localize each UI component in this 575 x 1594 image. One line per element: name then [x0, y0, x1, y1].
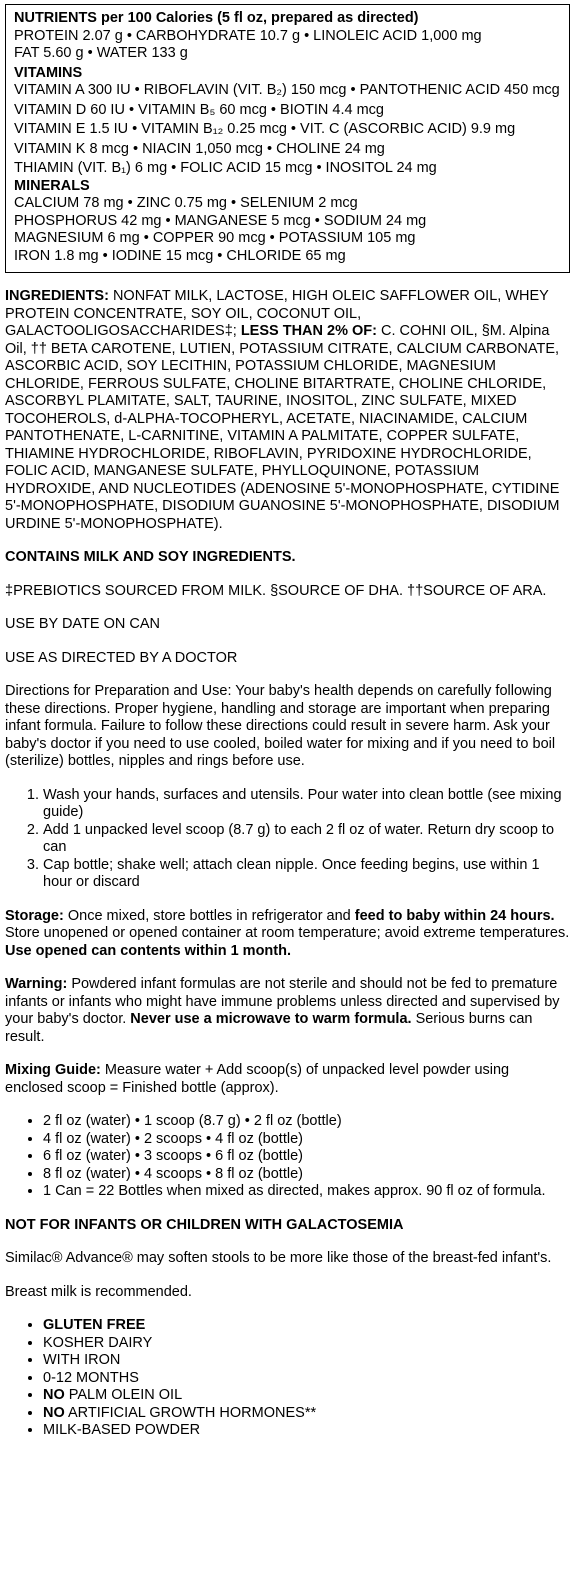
- directions-intro: Directions for Preparation and Use: Your baby's health depends on carefully following these directions. Proper hygiene, handling and storage are important when preparing infant formula. Failure to follow these directions could result in severe harm. Ask your baby's doctor if you need to use cooled, boiled water for mixing and if you need to boil (sterilize) bottles, nipples and rings before use.: [5, 683, 556, 769]
- mixing-guide-text: Measure water + Add scoop(s) of unpacked level powder using enclosed scoop = Finished bottle (approx).: [5, 1062, 510, 1096]
- use-as-directed-note: USE AS DIRECTED BY A DOCTOR: [5, 649, 238, 666]
- feature-item: [43, 1405, 570, 1423]
- ingredients-paragraph: [5, 288, 570, 533]
- warning-label: Warning:: [5, 976, 68, 992]
- storage-text: Once mixed, store bottles in refrigerator and: [63, 907, 355, 924]
- mixing-guide-item: • 6 fl oz (water) • 3 scoops • 6 fl oz (bottle): [43, 1148, 570, 1166]
- minerals-line: IRON 1.8 mg • IODINE 15 mcg • CHLORIDE 65 mg: [14, 247, 346, 264]
- mixing-guide-label: Mixing Guide:: [5, 1062, 101, 1078]
- nutrients-general-line: PROTEIN 2.07 g • CARBOHYDRATE 10.7 g • LINOLEIC ACID 1,000 mg: [14, 27, 482, 44]
- minerals-line: PHOSPHORUS 42 mg • MANGANESE 5 mcg • SODIUM 24 mg: [14, 212, 427, 229]
- feature-item: • WITH IRON: [43, 1352, 570, 1370]
- mixing-guide-item: • 2 fl oz (water) • 1 scoop (8.7 g) • 2 fl oz (bottle): [43, 1113, 570, 1131]
- feature-emphasis: NO: [43, 1387, 65, 1403]
- nutrients-heading: NUTRIENTS per 100 Calories (5 fl oz, prepared as directed): [14, 10, 419, 26]
- storage-emphasis: Use opened can contents within 1 month.: [5, 942, 291, 959]
- feature-text: ARTIFICIAL GROWTH HORMONES**: [64, 1404, 317, 1421]
- use-by-note: USE BY DATE ON CAN: [5, 616, 160, 632]
- feature-text: PALM OLEIN OIL: [64, 1387, 183, 1403]
- sources-note: ‡PREBIOTICS SOURCED FROM MILK. §SOURCE OF DHA. ††SOURCE OF ARA.: [5, 582, 547, 599]
- feature-item: • MILK-BASED POWDER: [43, 1422, 570, 1440]
- vitamins-line: VITAMIN D 60 IU • VITAMIN B₅ 60 mcg • BIOTIN 4.4 mcg: [14, 101, 384, 118]
- features-list: [5, 1317, 570, 1440]
- direction-step: 1. Wash your hands, surfaces and utensils. Pour water into clean bottle (see mixing guide): [43, 787, 570, 822]
- feature-item: • 0-12 MONTHS: [43, 1370, 570, 1388]
- mixing-guide-item: • 4 fl oz (water) • 2 scoops • 4 fl oz (bottle): [43, 1131, 570, 1149]
- vitamins-heading: VITAMINS: [14, 64, 83, 81]
- feature-emphasis: NO: [43, 1404, 65, 1421]
- galactosemia-warning: NOT FOR INFANTS OR CHILDREN WITH GALACTOSEMIA: [5, 1216, 404, 1233]
- minerals-heading: MINERALS: [14, 177, 90, 194]
- ingredients-text: NONFAT MILK, LACTOSE, HIGH OLEIC SAFFLOWER OIL, WHEY PROTEIN CONCENTRATE, SOY OIL, COCONUT OIL, GALACTOOLIGOSACCHARIDES‡;: [5, 288, 549, 339]
- mixing-guide-list: [5, 1113, 570, 1201]
- warning-emphasis: Never use a microwave to warm formula.: [130, 1011, 412, 1027]
- less-than-label: LESS THAN 2% OF:: [240, 323, 377, 339]
- ingredients-label: INGREDIENTS:: [5, 288, 109, 304]
- directions-steps: [5, 787, 570, 892]
- warning-text: Serious burns can result.: [5, 1011, 533, 1045]
- storage-text: Store unopened or opened container at room temperature; avoid extreme temperatures.: [5, 925, 570, 941]
- storage-label: Storage:: [5, 907, 64, 924]
- feature-item: [43, 1387, 570, 1405]
- feature-item: • KOSHER DAIRY: [43, 1335, 570, 1353]
- vitamins-line: VITAMIN K 8 mcg • NIACIN 1,050 mcg • CHOLINE 24 mg: [14, 140, 385, 157]
- nutrients-general-line: FAT 5.60 g • WATER 133 g: [14, 45, 188, 61]
- allergen-statement: CONTAINS MILK AND SOY INGREDIENTS.: [5, 549, 296, 565]
- storage-paragraph: [5, 908, 570, 961]
- warning-paragraph: [5, 976, 570, 1046]
- storage-emphasis: feed to baby within 24 hours.: [354, 907, 555, 924]
- mixing-guide-paragraph: [5, 1062, 570, 1097]
- minerals-line: MAGNESIUM 6 mg • COPPER 90 mcg • POTASSIUM 105 mg: [14, 230, 416, 246]
- vitamins-line: VITAMIN A 300 IU • RIBOFLAVIN (VIT. B₂) 150 mcg • PANTOTHENIC ACID 450 mcg: [14, 82, 560, 98]
- breast-milk-note: Breast milk is recommended.: [5, 1283, 192, 1300]
- feature-item: • GLUTEN FREE: [43, 1317, 570, 1335]
- nutrients-panel: [5, 4, 570, 273]
- direction-step: 2. Add 1 unpacked level scoop (8.7 g) to each 2 fl oz of water. Return dry scoop to can: [43, 822, 570, 857]
- warning-text: Powdered infant formulas are not sterile and should not be fed to premature infants or infants who might have immune problems unless directed and supervised by your baby's doctor.: [5, 976, 560, 1027]
- vitamins-line: VITAMIN E 1.5 IU • VITAMIN B₁₂ 0.25 mcg • VIT. C (ASCORBIC ACID) 9.9 mg: [14, 121, 516, 137]
- similac-note: Similac® Advance® may soften stools to be more like those of the breast-fed infant's.: [5, 1250, 552, 1266]
- vitamins-line: THIAMIN (VIT. B₁) 6 mg • FOLIC ACID 15 mcg • INOSITOL 24 mg: [14, 160, 437, 176]
- direction-step: 3. Cap bottle; shake well; attach clean nipple. Once feeding begins, use within 1 hour or discard: [43, 857, 570, 892]
- mixing-guide-item: • 1 Can = 22 Bottles when mixed as directed, makes approx. 90 fl oz of formula.: [43, 1183, 570, 1201]
- ingredients-text: C. COHNI OIL, §M. Alpina Oil, †† BETA CAROTENE, LUTIEN, POTASSIUM CITRATE, CALCIUM CARBONATE, ASCORBIC ACID, SOY LECITHIN, POTASSIUM CHLORIDE, MAGNESIUM CHLORIDE, FERROUS SULFATE, CHOLINE BITARTRATE, CHOLINE CHLORIDE, ASCORBYL PLAMITATE, SALT, TAURINE, INOSITOL, ZINC SULFATE, MIXED TOCOHEROLS, d-ALPHA-TOCOPHERYL, ACETATE, NIACINAMIDE, CALCIUM PANTOTHENATE, L-CARNITINE, VITAMIN A PALMITATE, COPPER SULFATE, THIAMINE HYDROCHLORIDE, RIBOFLAVIN, PYRIDOXINE HYDROCHLORIDE, FOLIC ACID, MANGANESE SULFATE, PHYLLOQUINONE, POTASSIUM HYDROXIDE, AND NUCLEOTIDES (ADENOSINE 5'-MONOPHOSPHATE, CYTIDINE 5'-MONOPHOSPHATE, DISODIUM GUANOSINE 5'-MONOPHOSPHATE, DISODIUM URDINE 5'-MONOPHOSPHATE).: [5, 323, 560, 532]
- mixing-guide-item: • 8 fl oz (water) • 4 scoops • 8 fl oz (bottle): [43, 1166, 570, 1184]
- minerals-line: CALCIUM 78 mg • ZINC 0.75 mg • SELENIUM 2 mcg: [14, 195, 358, 211]
